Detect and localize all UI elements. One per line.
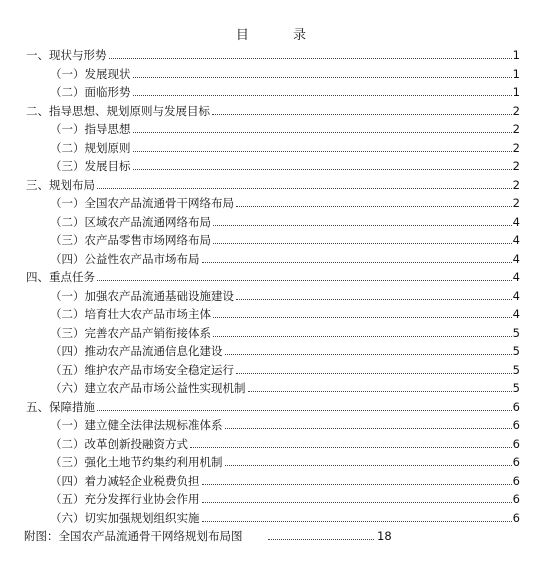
toc-entry-label: （三）强化土地节约集约利用机制 [50,455,223,469]
toc-page-number: 4 [512,233,520,247]
toc-page-number: 6 [512,399,520,414]
toc-subsection-entry[interactable] [0,416,542,435]
toc-page-number: 5 [512,381,520,395]
toc-subsection-entry[interactable] [0,83,542,102]
toc-entry-label: （四）推动农产品流通信息化建设 [50,344,223,358]
toc-leader-dots [213,225,512,226]
toc-entry-label: （六）切实加强规划组织实施 [50,510,200,525]
toc-subsection-entry[interactable] [0,472,542,491]
toc-entry-label: 二、指导思想、规划原则与发展目标 [26,103,210,118]
toc-page-number: 2 [512,159,520,173]
toc-leader-dots [133,132,512,133]
toc-entry-label: （一）建立健全法律法规标准体系 [50,418,223,432]
toc-entry-label: （二）区域农产品流通网络布局 [50,214,211,229]
toc-entry-label: （一）发展现状 [50,66,131,81]
toc-subsection-entry[interactable] [0,342,542,361]
toc-entry-label: （三）发展目标 [50,159,131,173]
toc-leader-dots [97,280,512,281]
toc-title: 目 录 [235,28,327,43]
toc-section-entry[interactable] [0,398,542,417]
toc-page-number: 5 [512,344,520,358]
toc-leader-dots [213,243,512,244]
toc-page-number: 2 [512,122,520,136]
toc-section-entry[interactable] [0,46,542,65]
toc-section-entry[interactable] [0,102,542,121]
toc-entry-label: （五）充分发挥行业协会作用 [50,492,200,506]
toc-entry-label: （四）着力减轻企业税费负担 [50,473,200,488]
toc-leader-dots [212,114,512,115]
toc-leader-dots [225,428,512,429]
toc-page-number: 6 [512,510,520,525]
toc-subsection-entry[interactable] [0,65,542,84]
toc-leader-dots [202,484,512,485]
toc-leader-dots [133,169,512,170]
toc-page-number: 2 [512,177,520,192]
toc-subsection-entry[interactable] [0,287,542,306]
toc-page-number: 6 [512,436,520,451]
toc-leader-dots [213,336,512,337]
toc-entry-label: （二）面临形势 [50,85,131,99]
toc-page-number: 4 [512,270,520,284]
toc-page-number: 5 [512,362,520,377]
toc-entry-label: （二）规划原则 [50,140,131,155]
toc-leader-dots [97,188,512,189]
toc-entry-label: （五）维护农产品市场安全稳定运行 [50,362,234,377]
toc-entry-label: 四、重点任务 [26,270,95,284]
toc-entry-label: （一）全国农产品流通骨干网络布局 [50,196,234,210]
toc-appendix-entry[interactable] [0,527,542,546]
toc-page-number: 5 [512,325,520,340]
toc-page-number: 6 [512,473,520,488]
toc-subsection-entry[interactable] [0,120,542,139]
toc-entry-label: 一、现状与形势 [26,48,107,62]
toc-page-number: 4 [512,307,520,321]
toc-subsection-entry[interactable] [0,139,542,158]
toc-subsection-entry[interactable] [0,453,542,472]
toc-section-entry[interactable] [0,268,542,287]
toc-entry-label: （三）完善农产品产销衔接体系 [50,325,211,340]
toc-subsection-entry[interactable] [0,213,542,232]
toc-entry-label: 五、保障措施 [26,399,95,414]
toc-subsection-entry[interactable] [0,324,542,343]
toc-page-number: 1 [512,85,520,99]
appendix-label: 附图：全国农产品流通骨干网络规划布局图 [24,529,243,543]
toc-subsection-entry[interactable] [0,305,542,324]
toc-leader-dots [225,465,512,466]
toc-leader-dots [133,77,512,78]
appendix-page-number: 18 [377,529,392,543]
toc-page-number: 6 [512,492,520,506]
toc-page-number: 6 [512,418,520,432]
toc-subsection-entry[interactable] [0,435,542,454]
toc-leader-dots [190,447,512,448]
toc-page-number: 1 [512,48,520,62]
toc-page-number: 4 [512,288,520,303]
toc-subsection-entry[interactable] [0,250,542,269]
toc-leader-dots [236,206,512,207]
toc-leader-dots [97,410,512,411]
toc-subsection-entry[interactable] [0,231,542,250]
toc-subsection-entry[interactable] [0,490,542,509]
toc-leader-dots [268,539,374,540]
toc-entry-label: （四）公益性农产品市场布局 [50,251,200,266]
toc-subsection-entry[interactable] [0,194,542,213]
toc-page-number: 1 [512,66,520,81]
toc-page-number: 4 [512,251,520,266]
toc-entry-label: （三）农产品零售市场网络布局 [50,233,211,247]
toc-leader-dots [133,95,512,96]
toc-entry-label: 三、规划布局 [26,177,95,192]
toc-page-number: 2 [512,140,520,155]
toc-page-number: 4 [512,214,520,229]
toc-leader-dots [225,354,512,355]
toc-entry-label: （六）建立农产品市场公益性实现机制 [50,381,246,395]
toc-subsection-entry[interactable] [0,361,542,380]
toc-leader-dots [202,502,512,503]
toc-subsection-entry[interactable] [0,157,542,176]
toc-entry-label: （一）加强农产品流通基础设施建设 [50,288,234,303]
toc-page-number: 2 [512,196,520,210]
toc-leader-dots [202,262,512,263]
toc-entry-label: （二）改革创新投融资方式 [50,436,188,451]
toc-subsection-entry[interactable] [0,379,542,398]
toc-leader-dots [109,58,512,59]
toc-leader-dots [248,391,512,392]
toc-leader-dots [236,373,512,374]
toc-section-entry[interactable] [0,176,542,195]
toc-entry-label: （一）指导思想 [50,122,131,136]
toc-entry-label: （二）培育壮大农产品市场主体 [50,307,211,321]
toc-leader-dots [133,151,512,152]
toc-page-number: 2 [512,103,520,118]
toc-leader-dots [202,521,512,522]
toc-list [0,46,542,546]
toc-page-number: 6 [512,455,520,469]
toc-subsection-entry[interactable] [0,509,542,528]
toc-leader-dots [213,317,512,318]
toc-leader-dots [236,299,512,300]
